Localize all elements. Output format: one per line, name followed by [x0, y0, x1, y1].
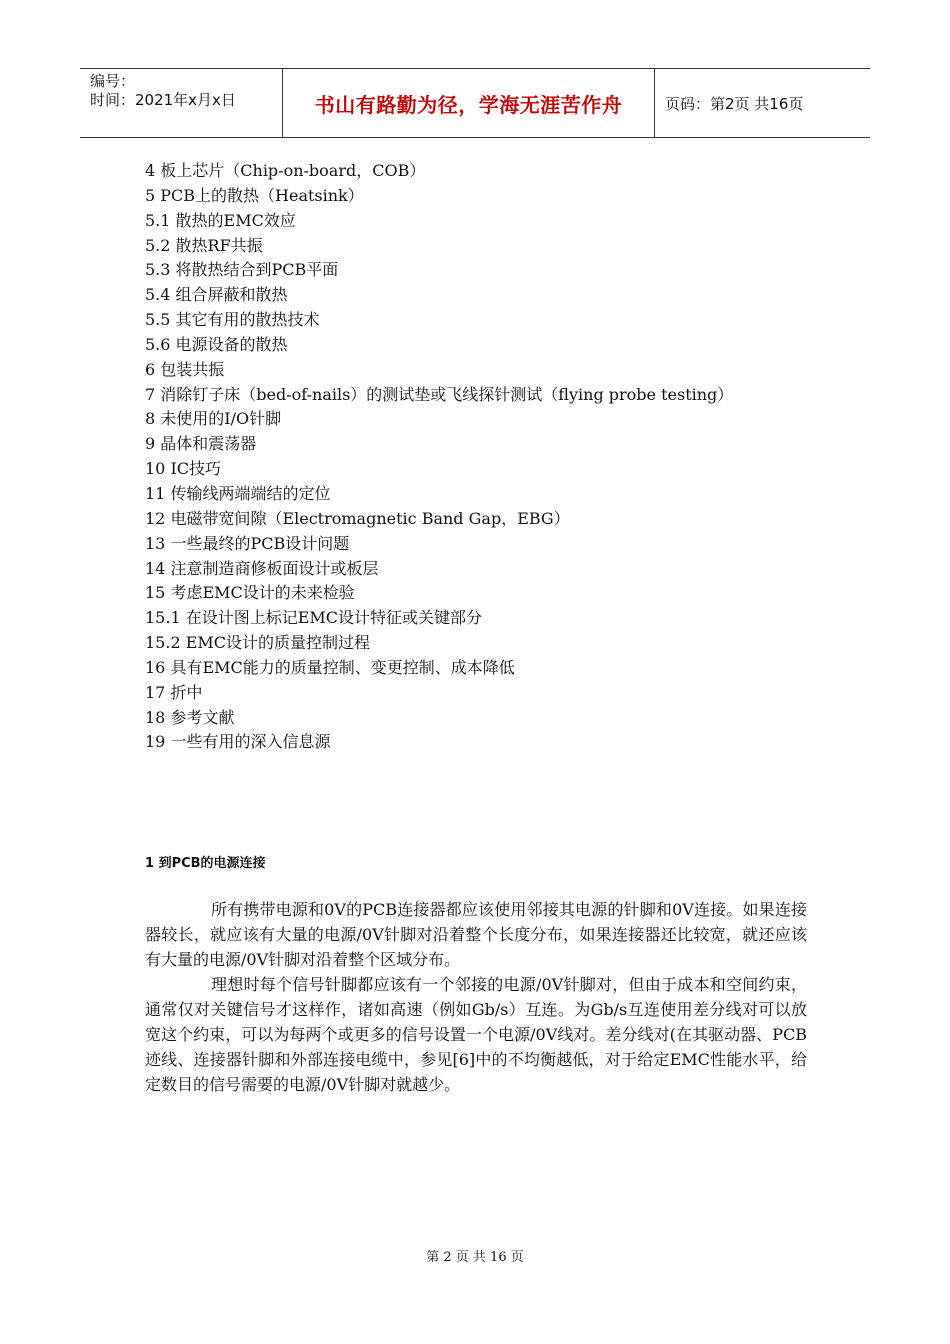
page-footer: 第 2 页 共 16 页 — [426, 1250, 524, 1265]
toc-item: 11 传输线两端端结的定位 — [145, 483, 331, 503]
toc-item: 5.6 电源设备的散热 — [145, 334, 288, 354]
toc-item: 6 包装共振 — [145, 359, 225, 379]
time-label: 时间：2021年x月x日 — [90, 91, 236, 109]
toc-item: 13 一些最终的PCB设计问题 — [145, 533, 350, 553]
body-paragraph: 所有携带电源和0V的PCB连接器都应该使用邻接其电源的针脚和0V连接。如果连接器较长，就应该有大量的电源/0V针脚对沿着整个长度分布，如果连接器还比较宽，就还应该有大量的电源/0V针脚对沿着整个区域分布。 — [145, 900, 807, 969]
toc-item: 12 电磁带宽间隙（Electromagnetic Band Gap，EBG） — [145, 508, 570, 528]
toc-item: 10 IC技巧 — [145, 459, 222, 479]
toc-item: 5.2 散热RF共振 — [145, 235, 263, 255]
toc-item: 5.4 组合屏蔽和散热 — [145, 285, 288, 305]
toc-item: 17 折中 — [145, 682, 203, 702]
header-page-code: 页码：第2页 共16页 — [665, 94, 804, 113]
toc-item: 15.2 EMC设计的质量控制过程 — [145, 633, 371, 653]
toc-item: 5.1 散热的EMC效应 — [145, 210, 296, 230]
table-of-contents — [145, 159, 825, 755]
toc-item: 15.1 在设计图上标记EMC设计特征或关键部分 — [145, 608, 483, 628]
header-motto: 书山有路勤为径，学海无涯苦作舟 — [283, 69, 655, 137]
toc-item: 4 板上芯片（Chip-on-board，COB） — [145, 161, 426, 180]
toc-item: 9 晶体和震荡器 — [145, 434, 257, 454]
toc-item: 8 未使用的I/O针脚 — [145, 409, 282, 429]
page-header — [80, 68, 870, 138]
header-meta — [80, 69, 283, 137]
toc-item: 15 考虑EMC设计的未来检验 — [145, 583, 355, 603]
toc-item: 5 PCB上的散热（Heatsink） — [145, 185, 364, 205]
toc-item: 19 一些有用的深入信息源 — [145, 732, 331, 752]
body-paragraph: 理想时每个信号针脚都应该有一个邻接的电源/0V针脚对，但由于成本和空间约束，通常仅对关键信号才这样作，诸如高速（例如Gb/s）互连。为Gb/s互连使用差分线对可以放宽这个约束，可以为每两个或更多的信号设置一个电源/0V线对。差分线对(在其驱动器、PCB迹线、连接器针脚和外部连接电缆中，参见[6]中的不均衡越低，对于给定EMC性能水平，给定数目的信号需要的电源/0V针脚对就越少。 — [145, 975, 807, 1094]
toc-item: 18 参考文献 — [145, 707, 235, 727]
section-title: 1 到PCB的电源连接 — [145, 856, 266, 871]
toc-item: 14 注意制造商修板面设计或板层 — [145, 558, 379, 578]
toc-item: 7 消除钉子床（bed-of-nails）的测试垫或飞线探针测试（flying probe testing） — [145, 384, 734, 404]
toc-item: 5.3 将散热结合到PCB平面 — [145, 260, 339, 280]
number-label: 编号： — [90, 72, 136, 90]
toc-item: 16 具有EMC能力的质量控制、变更控制、成本降低 — [145, 657, 515, 677]
section-body — [145, 897, 807, 1097]
toc-item: 5.5 其它有用的散热技术 — [145, 310, 320, 330]
